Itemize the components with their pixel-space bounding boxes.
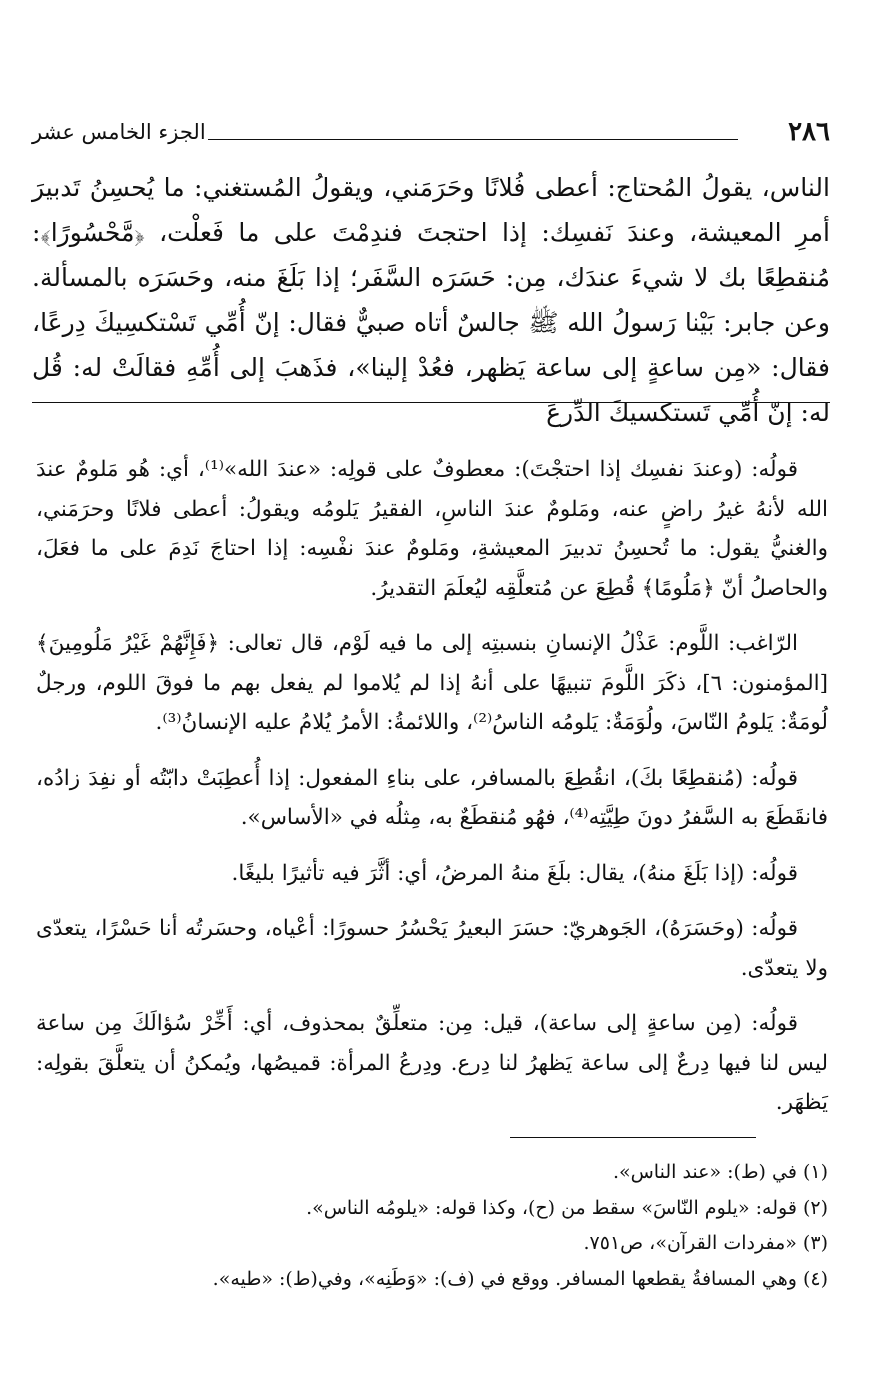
footnote: (٢) قوله: «يلوم النّاسَ» سقط من (ح)، وكذا قوله: «يلومُه الناس». — [306, 1196, 828, 1219]
running-title: الجزء الخامس عشر — [32, 120, 206, 144]
page-number: ٢٨٦ — [788, 117, 830, 147]
commentary-paragraph: قولُه: (وعندَ نفسِك إذا احتجْتَ): معطوفٌ على قولِه: «عندَ الله»⁽¹⁾، أي: هُو مَلومٌ عندَ الله لأنهُ غيرُ راضٍ عنه، ومَلومٌ عندَ الناسِ، الفقيرُ يَلومُه ويقولُ: أعطى فلانًا وحرَمَني، والغنيُّ يقول: ما تُحسِنُ تدبيرَ المعيشةِ، ومَلومٌ عندَ نفْسِه: إذا احتاجَ نَدِمَ على ما فعَلَ، والحاصلُ أنّ ﴿مَلُومًا﴾ قُطِعَ عن مُتعلَّقِه ليُعلَمَ التقديرُ. — [36, 457, 828, 601]
footnote: (٤) وهي المسافةُ يقطعها المسافر. ووقع في (ف): «وَطَنِه»، وفي(ط): «طيه». — [212, 1267, 828, 1290]
footnote-separator — [510, 1137, 756, 1138]
main-text: الناس، يقولُ المُحتاج: أعطى فُلانًا وحَرَمَني، ويقولُ المُستغني: ما يُحسِنُ تَدبيرَ أمرِ المعيشة، وعندَ نَفسِك: إذا احتجتَ فندِمْتَ على ما فَعلْت، ﴿مَّحْسُورًا﴾: مُنقطِعًا بك لا شيءَ عندَك، مِن: حَسَرَه السَّفَر؛ إذا بَلَغَ منه، وحَسَرَه بالمسألة. وعن جابر: بَيْنا رَسولُ الله ﷺ جالسٌ أتاه صبيٌّ فقال: إنّ أُمِّي تَسْتكسِيكَ دِرعًا، فقال: «مِن ساعةٍ إلى ساعة يَظهر، فعُدْ إلينا»، فذَهبَ إلى أُمِّهِ فقالَتْ له: قُل له: إنّ أُمِّي تَستكسيكَ الدِّرعَ — [32, 173, 830, 427]
commentary-paragraph: قولُه: (إذا بَلَغَ منهُ)، يقال: بلَغَ منهُ المرضُ، أي: أثَّرَ فيه تأثيرًا بليغًا. — [231, 860, 798, 886]
header-rule — [208, 139, 738, 140]
commentary — [36, 450, 828, 1139]
footnote: (١) في (ط): «عند الناس». — [612, 1161, 828, 1183]
commentary-paragraph: الرّاغب: اللَّوم: عَذْلُ الإنسانِ بنسبتِه إلى ما فيه لَوْم، قال تعالى: ﴿فَإِنَّهُمْ غَيْرُ مَلُومِينَ﴾ [المؤمنون: ٦]، ذكَرَ اللَّومَ تنبيهًا على أنهُ إذا لم يُلاموا لم يفعل بهم ما فوقَ اللوم، ورجلٌ لُومَةٌ: يَلومُ النّاسَ، ولُوَمَةٌ: يَلومُه الناسُ⁽²⁾، واللائمةُ: الأمرُ يُلامُ عليه الإنسانُ⁽³⁾. — [36, 631, 828, 735]
commentary-paragraph: قولُه: (مِن ساعةٍ إلى ساعة)، قيل: مِن: متعلِّقٌ بمحذوف، أي: أَخِّرْ سُؤالَكَ مِن ساعة ليس لنا فيها دِرعٌ إلى ساعة يَظهرُ لنا دِرع. ودِرعُ المرأة: قميصُها، ويُمكنُ أن يتعلَّقَ بقولِه: يَظهَر. — [36, 1011, 828, 1115]
main-text-underline — [32, 402, 830, 403]
footnote: (٣) «مفردات القرآن»، ص٧٥١. — [583, 1232, 828, 1254]
page-header — [32, 112, 830, 152]
footnotes — [36, 1155, 828, 1297]
commentary-paragraph: قولُه: (مُنقطِعًا بكَ)، انقُطِعَ بالمسافر، على بناءِ المفعول: إذا أُعطِبَتْ دابّتُه أو نفِدَ زادُه، فانقَطَعَ به السَّفرُ دونَ طِيَّتِه⁽⁴⁾، فهُو مُنقطَعٌ به، مِثلُه في «الأساس». — [36, 765, 828, 830]
commentary-paragraph: قولُه: (وحَسَرَهُ)، الجَوهريّ: حسَرَ البعيرُ يَحْسُرُ حسورًا: أعْياه، وحسَرتُه أنا حَسْرًا، يتعدّى ولا يتعدّى. — [36, 916, 828, 981]
